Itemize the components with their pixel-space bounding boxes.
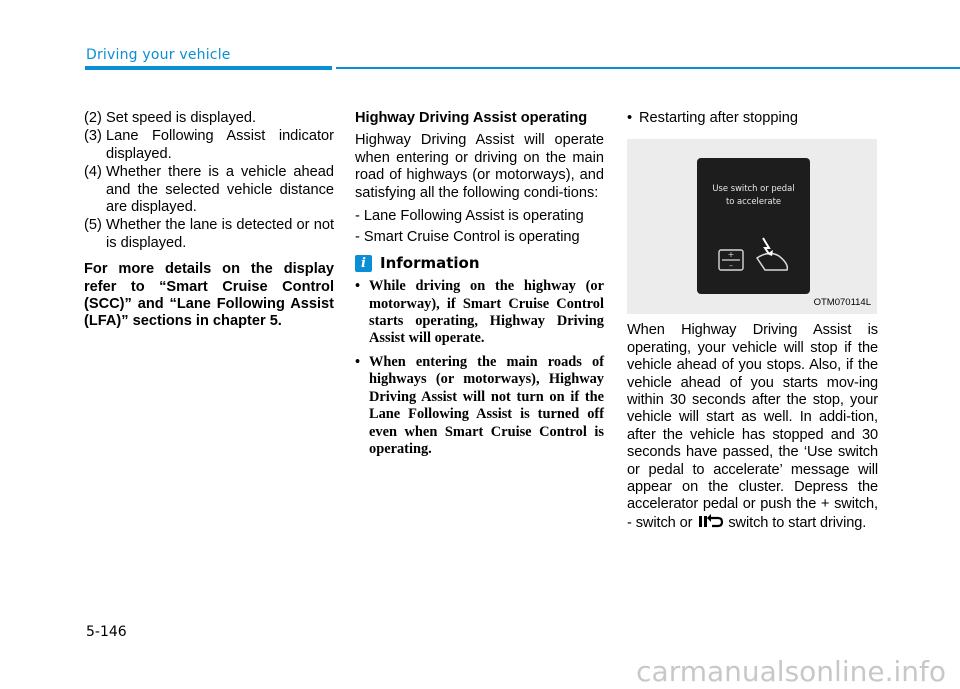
column-right	[627, 110, 878, 538]
cluster-message	[697, 182, 810, 208]
item-number: (4)	[84, 164, 102, 181]
item-number: (3)	[84, 128, 102, 145]
item-text: Set speed is displayed.	[106, 110, 257, 126]
column-left	[84, 110, 334, 337]
info-text: While driving on the highway (or motorway), if Smart Cruise Control starts operating, Highway Driving Assist will operate.	[369, 278, 604, 347]
cluster-figure	[627, 139, 877, 314]
reference-note: For more details on the display refer to “Smart Cruise Control (SCC)” and “Lane Following Assist (LFA)” sections in chapter 5.	[84, 261, 334, 330]
svg-text:+: +	[727, 250, 735, 260]
column-middle	[355, 110, 604, 464]
header-rule-thin	[336, 67, 960, 69]
item-text: Whether there is a vehicle ahead and the selected vehicle distance are displayed.	[106, 164, 334, 216]
cluster-screen	[697, 158, 810, 294]
switch-and-pedal-icon	[717, 234, 797, 278]
cluster-message-line2: to accelerate	[725, 196, 782, 207]
list-item	[84, 128, 334, 163]
header-rule-thick	[85, 66, 332, 70]
info-icon: i	[355, 255, 372, 272]
information-title: Information	[380, 253, 480, 272]
section-title: Driving your vehicle	[86, 47, 231, 63]
intro-paragraph: Highway Driving Assist will operate when entering or driving on the main road of highways (or motorways), and satisfying all the following condi-tions:	[355, 132, 604, 201]
figure-caption: OTM070114L	[813, 297, 871, 308]
info-text: When entering the main roads of highways (or motorways), Highway Driving Assist will not turn on if the Lane Following Assist is turned off even when Smart Cruise Control is operating.	[369, 353, 604, 457]
bullet-item	[627, 110, 878, 127]
list-item	[84, 164, 334, 216]
information-header	[355, 255, 604, 272]
body-text-end: switch to start driving.	[728, 514, 867, 531]
bullet-dot: •	[627, 110, 633, 126]
svg-text:–: –	[729, 261, 733, 271]
list-item	[84, 110, 334, 127]
item-text: Whether the lane is detected or not is displayed.	[106, 217, 334, 251]
item-number: (2)	[84, 110, 102, 126]
watermark: carmanualsonline.info	[636, 655, 946, 688]
item-text: Lane Following Assist indicator displayed.	[106, 128, 334, 162]
list-item	[84, 217, 334, 252]
resume-switch-icon	[696, 514, 724, 529]
info-list-item	[355, 278, 604, 348]
bullet-dot: •	[355, 353, 361, 370]
bullet-text: Restarting after stopping	[639, 110, 798, 126]
subsection-heading: Highway Driving Assist operating	[355, 110, 588, 126]
body-text: When Highway Driving Assist is operating, your vehicle will stop if the vehicle ahead of you stops. Also, if the vehicle ahead of you starts mov-ing within 30 seconds after the stop, your vehicle will start as well. In addi-tion, after the vehicle has stopped and 30 seconds have passed, the ‘Use switch or pedal to accelerate’ message will appear on the cluster. Depress the accelerator pedal or push the + switch, - switch or	[627, 322, 878, 531]
cluster-message-line1: Use switch or pedal	[712, 183, 795, 194]
bullet-dot: •	[355, 278, 361, 295]
condition-item: - Smart Cruise Control is operating	[355, 229, 580, 246]
page-number: 5-146	[86, 624, 127, 640]
body-paragraph	[627, 322, 878, 532]
condition-item: - Lane Following Assist is operating	[355, 208, 584, 225]
item-number: (5)	[84, 217, 102, 234]
info-list-item	[355, 354, 604, 458]
